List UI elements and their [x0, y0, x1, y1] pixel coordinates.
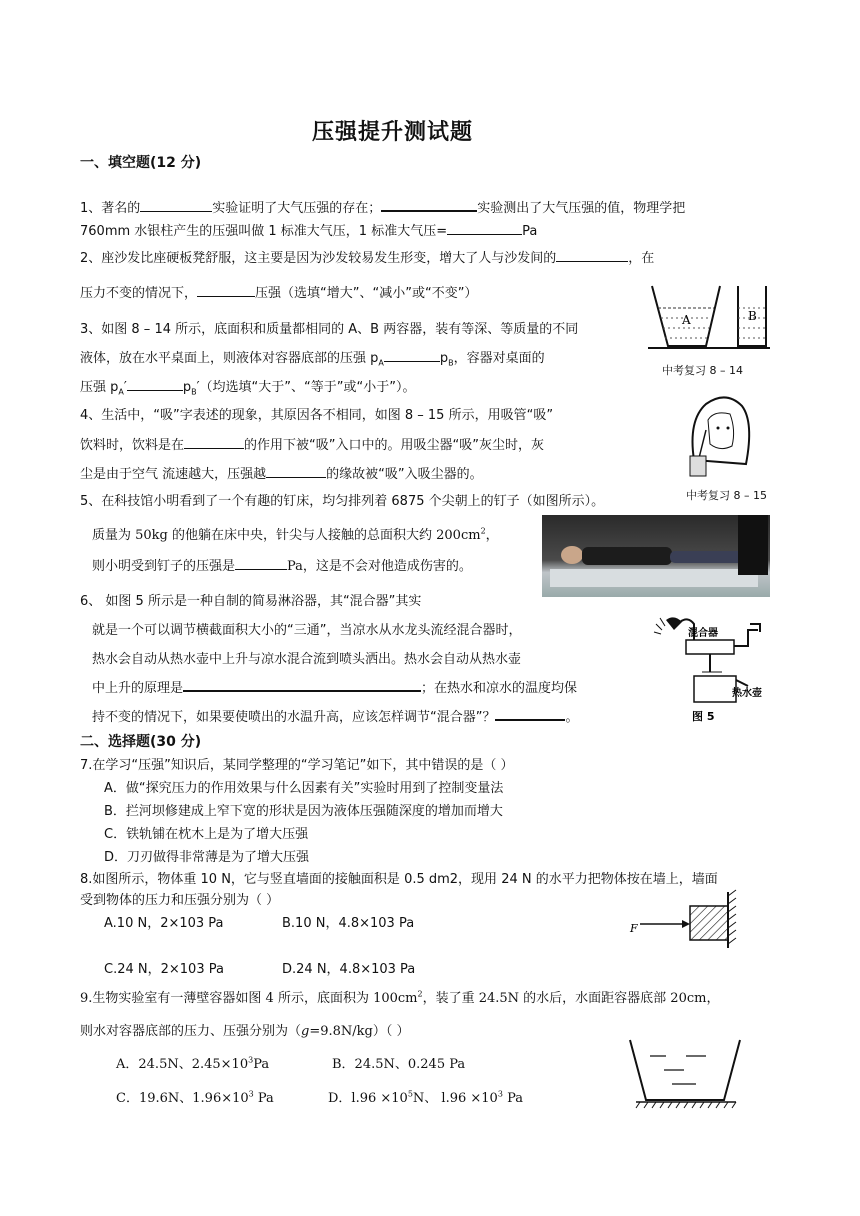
q9-opt-c-text: C．19.6N、1.96×10 — [116, 1091, 249, 1106]
container-b-label: B — [748, 309, 757, 323]
q9-opt-d-sup2: 3 — [497, 1089, 503, 1099]
page-title: 压强提升测试题 — [312, 120, 474, 145]
q4-text-b2: 的作用下被“吸”入口中的。用吸尘器“吸”灰尘时，灰 — [244, 438, 544, 453]
question-9-stem-line-1 — [80, 987, 719, 1006]
q7-option-c[interactable]: C．铁轨铺在枕木上是为了增大压强 — [104, 827, 309, 842]
question-4-line-3 — [80, 463, 483, 482]
thin-walled-container-figure — [626, 1038, 744, 1110]
q5-text-c1: 则小明受到钉子的压强是 — [92, 559, 236, 574]
q2-text-b: ，在 — [628, 251, 655, 266]
q3-text-b3: ，容器对桌面的 — [453, 351, 545, 366]
q9-opt-d-sup1: 5 — [407, 1089, 413, 1099]
q9-text-2a: 则水对容器底部的压力、压强分别为（ — [80, 1024, 302, 1039]
question-1-line-1 — [80, 197, 685, 216]
q6-text-e1: 持不变的情况下，如果要使喷出的水温升高，应该怎样调节“混合器”？ — [92, 710, 496, 725]
question-3-line-1: 3、如图 8 – 14 所示，底面积和质量都相同的 A、B 两容器，装有等深、等质量的不同 — [80, 322, 579, 337]
question-6-line-2: 就是一个可以调节横截面积大小的“三通”，当凉水从水龙头流经混合器时， — [92, 623, 522, 638]
q3-blank-1[interactable] — [384, 350, 440, 362]
mixer-label: 混合器 — [688, 628, 718, 639]
q9-opt-a-sup: 3 — [248, 1055, 254, 1065]
q5-sup: 2 — [480, 526, 486, 536]
question-6-line-5 — [92, 706, 579, 725]
q9-text-2c: =9.8N/kg）（ ） — [309, 1024, 410, 1039]
q9-opt-d-unit: Pa — [502, 1091, 523, 1106]
question-4-line-2 — [80, 434, 544, 453]
person-on-nail-bed-illustration — [542, 515, 770, 597]
q6-text-d1: 中上升的原理是 — [92, 681, 184, 696]
question-5-line-1: 5、在科技馆小明看到了一个有趣的钉床，均匀排列着 6875 个尖朝上的钉子（如图所示）。 — [80, 494, 605, 509]
kettle-label: 热水壶 — [732, 688, 762, 699]
q3-sub-a2: A — [118, 387, 124, 397]
shower-mixer-figure — [652, 610, 772, 722]
q3-sub-a: A — [378, 358, 384, 368]
q8-option-d[interactable]: D.24 N，4.8×103 Pa — [282, 962, 416, 977]
question-1-line-2 — [80, 220, 537, 239]
container-a-label: A — [682, 313, 691, 327]
q9-opt-c-sup: 3 — [248, 1089, 254, 1099]
question-5-line-3 — [92, 555, 472, 574]
q4-text-c2: 的缘故被“吸”入吸尘器的。 — [326, 467, 483, 482]
q3-blank-2[interactable] — [127, 379, 183, 391]
q8-option-c[interactable]: C.24 N，2×103 Pa — [104, 962, 224, 977]
question-6-line-3: 热水会自动从热水壶中上升与凉水混合流到喷头洒出。热水会自动从热水壶 — [92, 652, 522, 667]
q6-text-d2: ；在热水和凉水的温度均保 — [421, 681, 578, 696]
q3-prime-a: ′ — [123, 380, 127, 395]
q9-g-symbol: g — [301, 1024, 310, 1039]
q7-option-b[interactable]: B．拦河坝修建成上窄下宽的形状是因为液体压强随深度的增加而增大 — [104, 804, 503, 819]
q3-text-b1: 液体，放在水平桌面上，则液体对容器底部的压强 p — [80, 351, 379, 366]
q3-text-c6: ′（均选填“大于”、“等于”或“小于”）。 — [196, 380, 416, 395]
block-against-wall-figure — [628, 892, 740, 948]
q9-opt-d-text2: N、 l.96 ×10 — [412, 1091, 498, 1106]
q9-option-b[interactable]: B．24.5N、0.245 Pa — [332, 1057, 466, 1072]
q9-text-1c: ，装了重 24.5N 的水后，水面距容器底部 20cm， — [422, 991, 720, 1006]
question-8-stem-line-1: 8.如图所示，物体重 10 N，它与竖直墙面的接触面积是 0.5 dm2，现用 24 N 的水平力把物体按在墙上，墙面 — [80, 872, 718, 887]
question-8-stem-line-2: 受到物体的压力和压强分别为（ ） — [80, 893, 280, 908]
q3-text-b2: p — [439, 351, 449, 366]
nail-bed-photo — [542, 515, 770, 597]
q3-sub-b: B — [448, 358, 454, 368]
q9-opt-c-unit: Pa — [253, 1091, 274, 1106]
q1-text-c: 实验测出了大气压强的值，物理学把 — [477, 201, 686, 216]
q2-text-d: 压强（选填“增大”、“减小”或“不变”） — [255, 286, 478, 301]
question-2-line-2 — [80, 282, 477, 301]
q3-text-c1: 压强 p — [80, 380, 119, 395]
question-3-line-3 — [80, 376, 415, 397]
q9-option-c[interactable] — [116, 1087, 274, 1106]
q6-text-e2: 。 — [565, 710, 579, 725]
two-containers-figure — [648, 282, 770, 354]
q5-text-b-end: ， — [485, 528, 499, 543]
figure-8-14-caption: 中考复习 8 – 14 — [662, 364, 743, 377]
q1-text-b: 实验证明了大气压强的存在； — [212, 201, 382, 216]
q4-blank-1[interactable] — [184, 437, 244, 449]
question-7-stem: 7.在学习“压强”知识后，某同学整理的“学习笔记”如下，其中错误的是（ ） — [80, 758, 514, 773]
q9-opt-d-text1: D．l.96 ×10 — [328, 1091, 408, 1106]
q1-blank-3[interactable] — [447, 223, 522, 235]
q9-sup-1: 2 — [417, 989, 423, 999]
q9-option-d[interactable] — [328, 1087, 523, 1106]
child-drinking-figure — [684, 390, 754, 482]
q1-blank-1[interactable] — [140, 200, 212, 212]
question-6-line-4 — [92, 677, 577, 696]
q9-option-a[interactable] — [116, 1053, 269, 1072]
question-9-stem-line-2 — [80, 1020, 410, 1039]
q1-blank-2[interactable] — [381, 199, 477, 212]
figure-5-caption: 图 5 — [692, 710, 715, 723]
q6-blank-1[interactable] — [183, 679, 421, 692]
q1-text-a: 1、著名的 — [80, 201, 141, 216]
q5-text-b: 质量为 50kg 的他躺在床中央，针尖与人接触的总面积大约 200cm — [92, 528, 481, 543]
q4-text-c1: 尘是由于空气 流速越大，压强越 — [80, 467, 267, 482]
q7-option-a[interactable]: A．做“探究压力的作用效果与什么因素有关”实验时用到了控制变量法 — [104, 781, 504, 796]
q1-text-d: 760mm 水银柱产生的压强叫做 1 标准大气压，1 标准大气压= — [80, 224, 448, 239]
q9-opt-a-unit: Pa — [253, 1057, 270, 1072]
question-5-line-2 — [92, 524, 499, 543]
q5-blank-1[interactable] — [235, 558, 287, 570]
q6-blank-2[interactable] — [495, 708, 565, 721]
question-4-line-1: 4、生活中，“吸”字表述的现象，其原因各不相同，如图 8 – 15 所示，用吸管“吸” — [80, 408, 554, 423]
q2-blank-1[interactable] — [556, 250, 628, 262]
q1-text-e: Pa — [522, 224, 538, 239]
q8-option-b[interactable]: B.10 N，4.8×103 Pa — [282, 916, 415, 931]
q8-option-a[interactable]: A.10 N，2×103 Pa — [104, 916, 224, 931]
q4-text-b1: 饮料时，饮料是在 — [80, 438, 185, 453]
q2-blank-2[interactable] — [197, 285, 255, 297]
question-2-line-1 — [80, 247, 654, 266]
q3-sub-b2: B — [191, 387, 197, 397]
q5-text-c2: Pa，这是不会对他造成伤害的。 — [287, 559, 472, 574]
q9-text-1a: 9.生物实验室有一薄壁容器如图 4 所示，底面积为 100cm — [80, 991, 418, 1006]
question-3-line-2 — [80, 347, 545, 368]
q2-text-a: 2、座沙发比座硬板凳舒服，这主要是因为沙发较易发生形变，增大了人与沙发间的 — [80, 251, 557, 266]
q3-text-c4: p — [182, 380, 192, 395]
q4-blank-2[interactable] — [266, 466, 326, 478]
q7-option-d[interactable]: D．刀刃做得非常薄是为了增大压强 — [104, 850, 310, 865]
section-heading-choice: 二、选择题(30 分) — [80, 734, 202, 750]
question-6-line-1: 6、 如图 5 所示是一种自制的简易淋浴器，其“混合器”其实 — [80, 594, 422, 609]
q2-text-c: 压力不变的情况下， — [80, 286, 198, 301]
q9-opt-a-text: A．24.5N、2.45×10 — [116, 1057, 249, 1072]
force-label: F — [630, 922, 638, 935]
section-heading-fill-in: 一、填空题(12 分) — [80, 155, 202, 171]
figure-8-15-caption: 中考复习 8 – 15 — [686, 489, 767, 502]
